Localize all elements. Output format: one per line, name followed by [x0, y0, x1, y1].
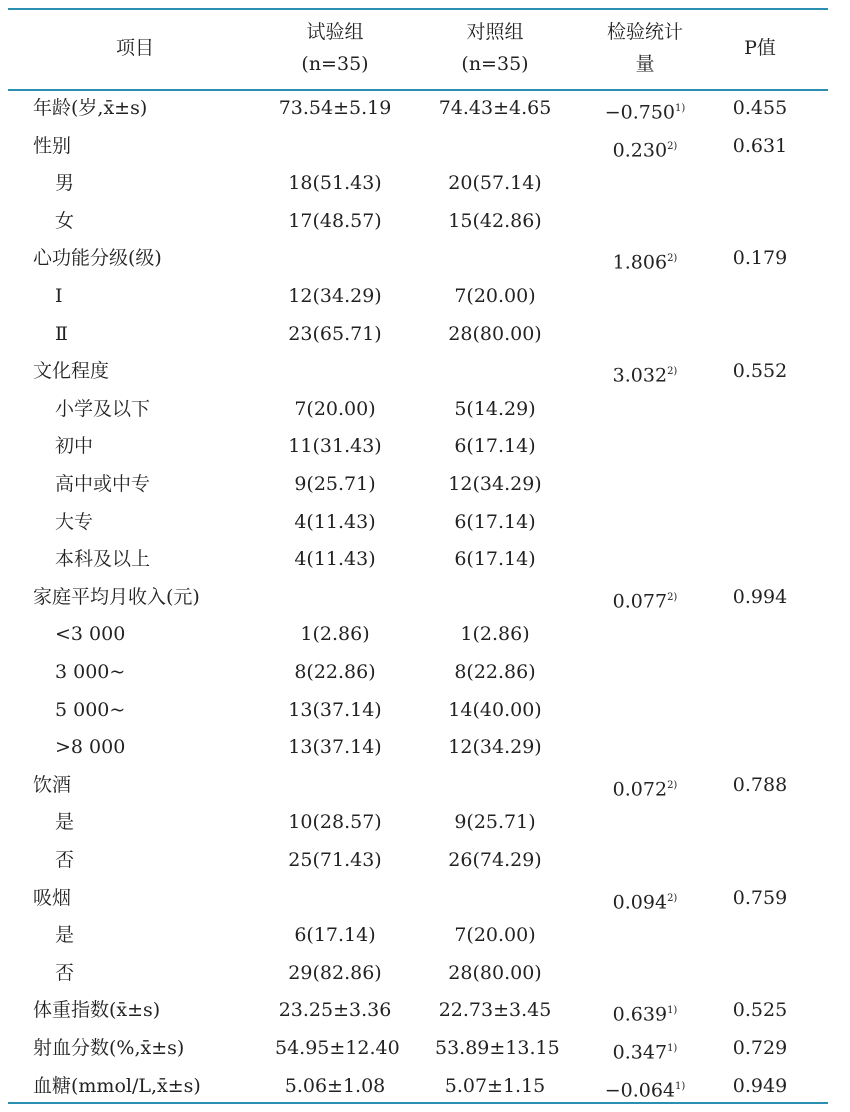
test-statistic — [595, 767, 695, 808]
control-value: 26(74.29) — [448, 849, 542, 871]
control-value: 6(17.14) — [454, 435, 536, 458]
row-label: 高中或中专 — [55, 473, 151, 495]
table-top-rule — [8, 8, 828, 10]
table-row — [0, 353, 850, 390]
test-statistic — [595, 90, 695, 131]
control-value: 12(34.29) — [448, 736, 542, 759]
table-row — [0, 391, 850, 428]
test-statistic — [595, 579, 695, 620]
control-value: 7(20.00) — [454, 285, 536, 307]
row-label: >8 000 — [55, 736, 126, 759]
header-trial — [275, 16, 395, 80]
trial-value: 6(17.14) — [294, 924, 376, 947]
row-label: 家庭平均月收入(元) — [33, 585, 200, 608]
test-statistic-value: 1.806 — [612, 251, 668, 274]
footnote-marker: 2) — [667, 253, 678, 265]
row-label: 吸烟 — [33, 886, 72, 909]
row-label: Ⅱ — [55, 322, 68, 345]
p-value: 0.552 — [732, 360, 788, 383]
control-value: 28(80.00) — [448, 961, 542, 984]
table-row — [0, 504, 850, 541]
table-row — [0, 880, 850, 917]
footnote-marker: 2) — [667, 892, 678, 904]
trial-value: 17(48.57) — [288, 209, 382, 232]
row-label: 血糖(mmol/L,x̄±s) — [33, 1074, 201, 1097]
table-row — [0, 767, 850, 804]
control-value: 5(14.29) — [454, 397, 536, 420]
test-statistic — [595, 992, 695, 1033]
test-statistic-value: 0.347 — [612, 1041, 668, 1064]
test-statistic — [595, 353, 695, 394]
table-row — [0, 1068, 850, 1105]
trial-value: 4(11.43) — [294, 548, 376, 571]
row-label: 否 — [55, 961, 75, 984]
row-label: 本科及以上 — [55, 548, 151, 571]
row-label: 性别 — [33, 134, 72, 157]
header-control-label: 对照组 — [466, 21, 524, 43]
footnote-marker: 1) — [667, 1043, 678, 1054]
row-label: 大专 — [55, 510, 94, 533]
row-label: 心功能分级(级) — [33, 247, 162, 270]
header-control-n: (n=35) — [461, 53, 529, 75]
trial-value: 23(65.71) — [288, 322, 382, 345]
row-label: <3 000 — [55, 623, 126, 646]
header-stat-line2: 量 — [635, 53, 655, 75]
test-statistic-value: 0.094 — [612, 890, 668, 913]
trial-value: 11(31.43) — [288, 435, 382, 458]
header-trial-label: 试验组 — [306, 21, 364, 43]
trial-value: 10(28.57) — [288, 811, 382, 834]
header-p-value: P值 — [744, 37, 776, 59]
trial-value: 13(37.14) — [288, 736, 382, 759]
trial-value: 23.25±3.36 — [278, 999, 392, 1022]
p-value: 0.729 — [732, 1037, 788, 1059]
table-bottom-rule — [8, 1102, 828, 1104]
control-value: 6(17.14) — [454, 510, 536, 533]
control-value: 9(25.71) — [454, 811, 536, 834]
row-label: 初中 — [55, 435, 94, 458]
row-label: 年龄(岁,x̄±s) — [33, 97, 148, 119]
row-label: 3 000~ — [55, 661, 126, 683]
table-row — [0, 955, 850, 992]
header-trial-n: (n=35) — [301, 53, 369, 75]
trial-value: 18(51.43) — [288, 172, 382, 195]
table-row — [0, 692, 850, 729]
p-value: 0.759 — [732, 886, 788, 909]
table-row — [0, 842, 850, 879]
table-row — [0, 804, 850, 841]
table-row — [0, 654, 850, 691]
p-value: 0.994 — [732, 585, 788, 608]
row-label: 否 — [55, 849, 75, 871]
row-label: 男 — [55, 172, 75, 195]
control-value: 1(2.86) — [460, 623, 530, 646]
table-row — [0, 992, 850, 1029]
row-label: 饮酒 — [33, 773, 72, 796]
footnote-marker: 2) — [667, 366, 678, 378]
test-statistic-value: 0.077 — [612, 590, 668, 613]
p-value: 0.949 — [732, 1074, 788, 1097]
trial-value: 13(37.14) — [288, 698, 382, 721]
trial-value: 29(82.86) — [288, 961, 382, 984]
p-value: 0.455 — [732, 97, 788, 119]
p-value: 0.179 — [732, 247, 788, 270]
p-value: 0.631 — [732, 134, 788, 157]
header-stat — [585, 16, 705, 80]
table-row — [0, 203, 850, 240]
footnote-marker: 2) — [667, 591, 678, 603]
footnote-marker: 2) — [667, 140, 678, 152]
trial-value: 5.06±1.08 — [284, 1074, 386, 1097]
test-statistic — [595, 128, 695, 169]
row-label: 文化程度 — [33, 360, 110, 383]
row-label: 体重指数(x̄±s) — [33, 999, 161, 1022]
test-statistic — [595, 1030, 695, 1071]
test-statistic-value: 0.230 — [612, 138, 668, 161]
header-stat-line1: 检验统计 — [606, 21, 683, 43]
table-row — [0, 616, 850, 653]
table-row — [0, 278, 850, 315]
footnote-marker: 1) — [675, 1080, 686, 1092]
control-value: 5.07±1.15 — [444, 1074, 546, 1097]
table-row — [0, 917, 850, 954]
control-value: 74.43±4.65 — [438, 97, 552, 119]
control-value: 22.73±3.45 — [438, 999, 552, 1022]
p-value: 0.788 — [732, 773, 788, 796]
table-row — [0, 316, 850, 353]
trial-value: 25(71.43) — [288, 849, 382, 871]
table-row — [0, 165, 850, 202]
trial-value: 7(20.00) — [294, 397, 376, 420]
trial-value: 4(11.43) — [294, 510, 376, 533]
table-row — [0, 541, 850, 578]
table-row — [0, 240, 850, 277]
table-row — [0, 428, 850, 465]
control-value: 7(20.00) — [454, 924, 536, 947]
row-label: 女 — [55, 209, 75, 232]
row-label: Ⅰ — [55, 285, 63, 307]
test-statistic-value: −0.750 — [604, 101, 676, 124]
header-item: 项目 — [115, 37, 154, 59]
control-value: 28(80.00) — [448, 322, 542, 345]
trial-value: 8(22.86) — [294, 661, 376, 683]
test-statistic — [595, 880, 695, 921]
control-value: 20(57.14) — [448, 172, 542, 195]
footnote-marker: 1) — [667, 1005, 678, 1017]
trial-value: 1(2.86) — [300, 623, 370, 646]
p-value: 0.525 — [732, 999, 788, 1022]
footnote-marker: 1) — [675, 103, 686, 114]
test-statistic — [595, 240, 695, 281]
table-row — [0, 466, 850, 503]
header-control — [435, 16, 555, 80]
test-statistic-value: 0.072 — [612, 778, 668, 801]
row-label: 5 000~ — [55, 698, 126, 721]
row-label: 小学及以下 — [55, 397, 151, 420]
row-label: 是 — [55, 811, 75, 834]
control-value: 15(42.86) — [448, 209, 542, 232]
control-value: 53.89±13.15 — [435, 1037, 560, 1059]
table-row — [0, 729, 850, 766]
trial-value: 12(34.29) — [288, 285, 382, 307]
table-row — [0, 90, 850, 127]
row-label: 射血分数(%,x̄±s) — [33, 1037, 185, 1059]
row-label: 是 — [55, 924, 75, 947]
trial-value: 54.95±12.40 — [275, 1037, 400, 1059]
table-row — [0, 1030, 850, 1067]
test-statistic-value: 0.639 — [612, 1003, 668, 1026]
trial-value: 9(25.71) — [294, 473, 376, 495]
test-statistic-value: 3.032 — [612, 364, 668, 387]
control-value: 6(17.14) — [454, 548, 536, 571]
footnote-marker: 2) — [667, 779, 678, 791]
trial-value: 73.54±5.19 — [278, 97, 392, 119]
test-statistic-value: −0.064 — [604, 1078, 676, 1101]
table-row — [0, 579, 850, 616]
control-value: 8(22.86) — [454, 661, 536, 683]
control-value: 12(34.29) — [448, 473, 542, 495]
table-row — [0, 128, 850, 165]
control-value: 14(40.00) — [448, 698, 542, 721]
